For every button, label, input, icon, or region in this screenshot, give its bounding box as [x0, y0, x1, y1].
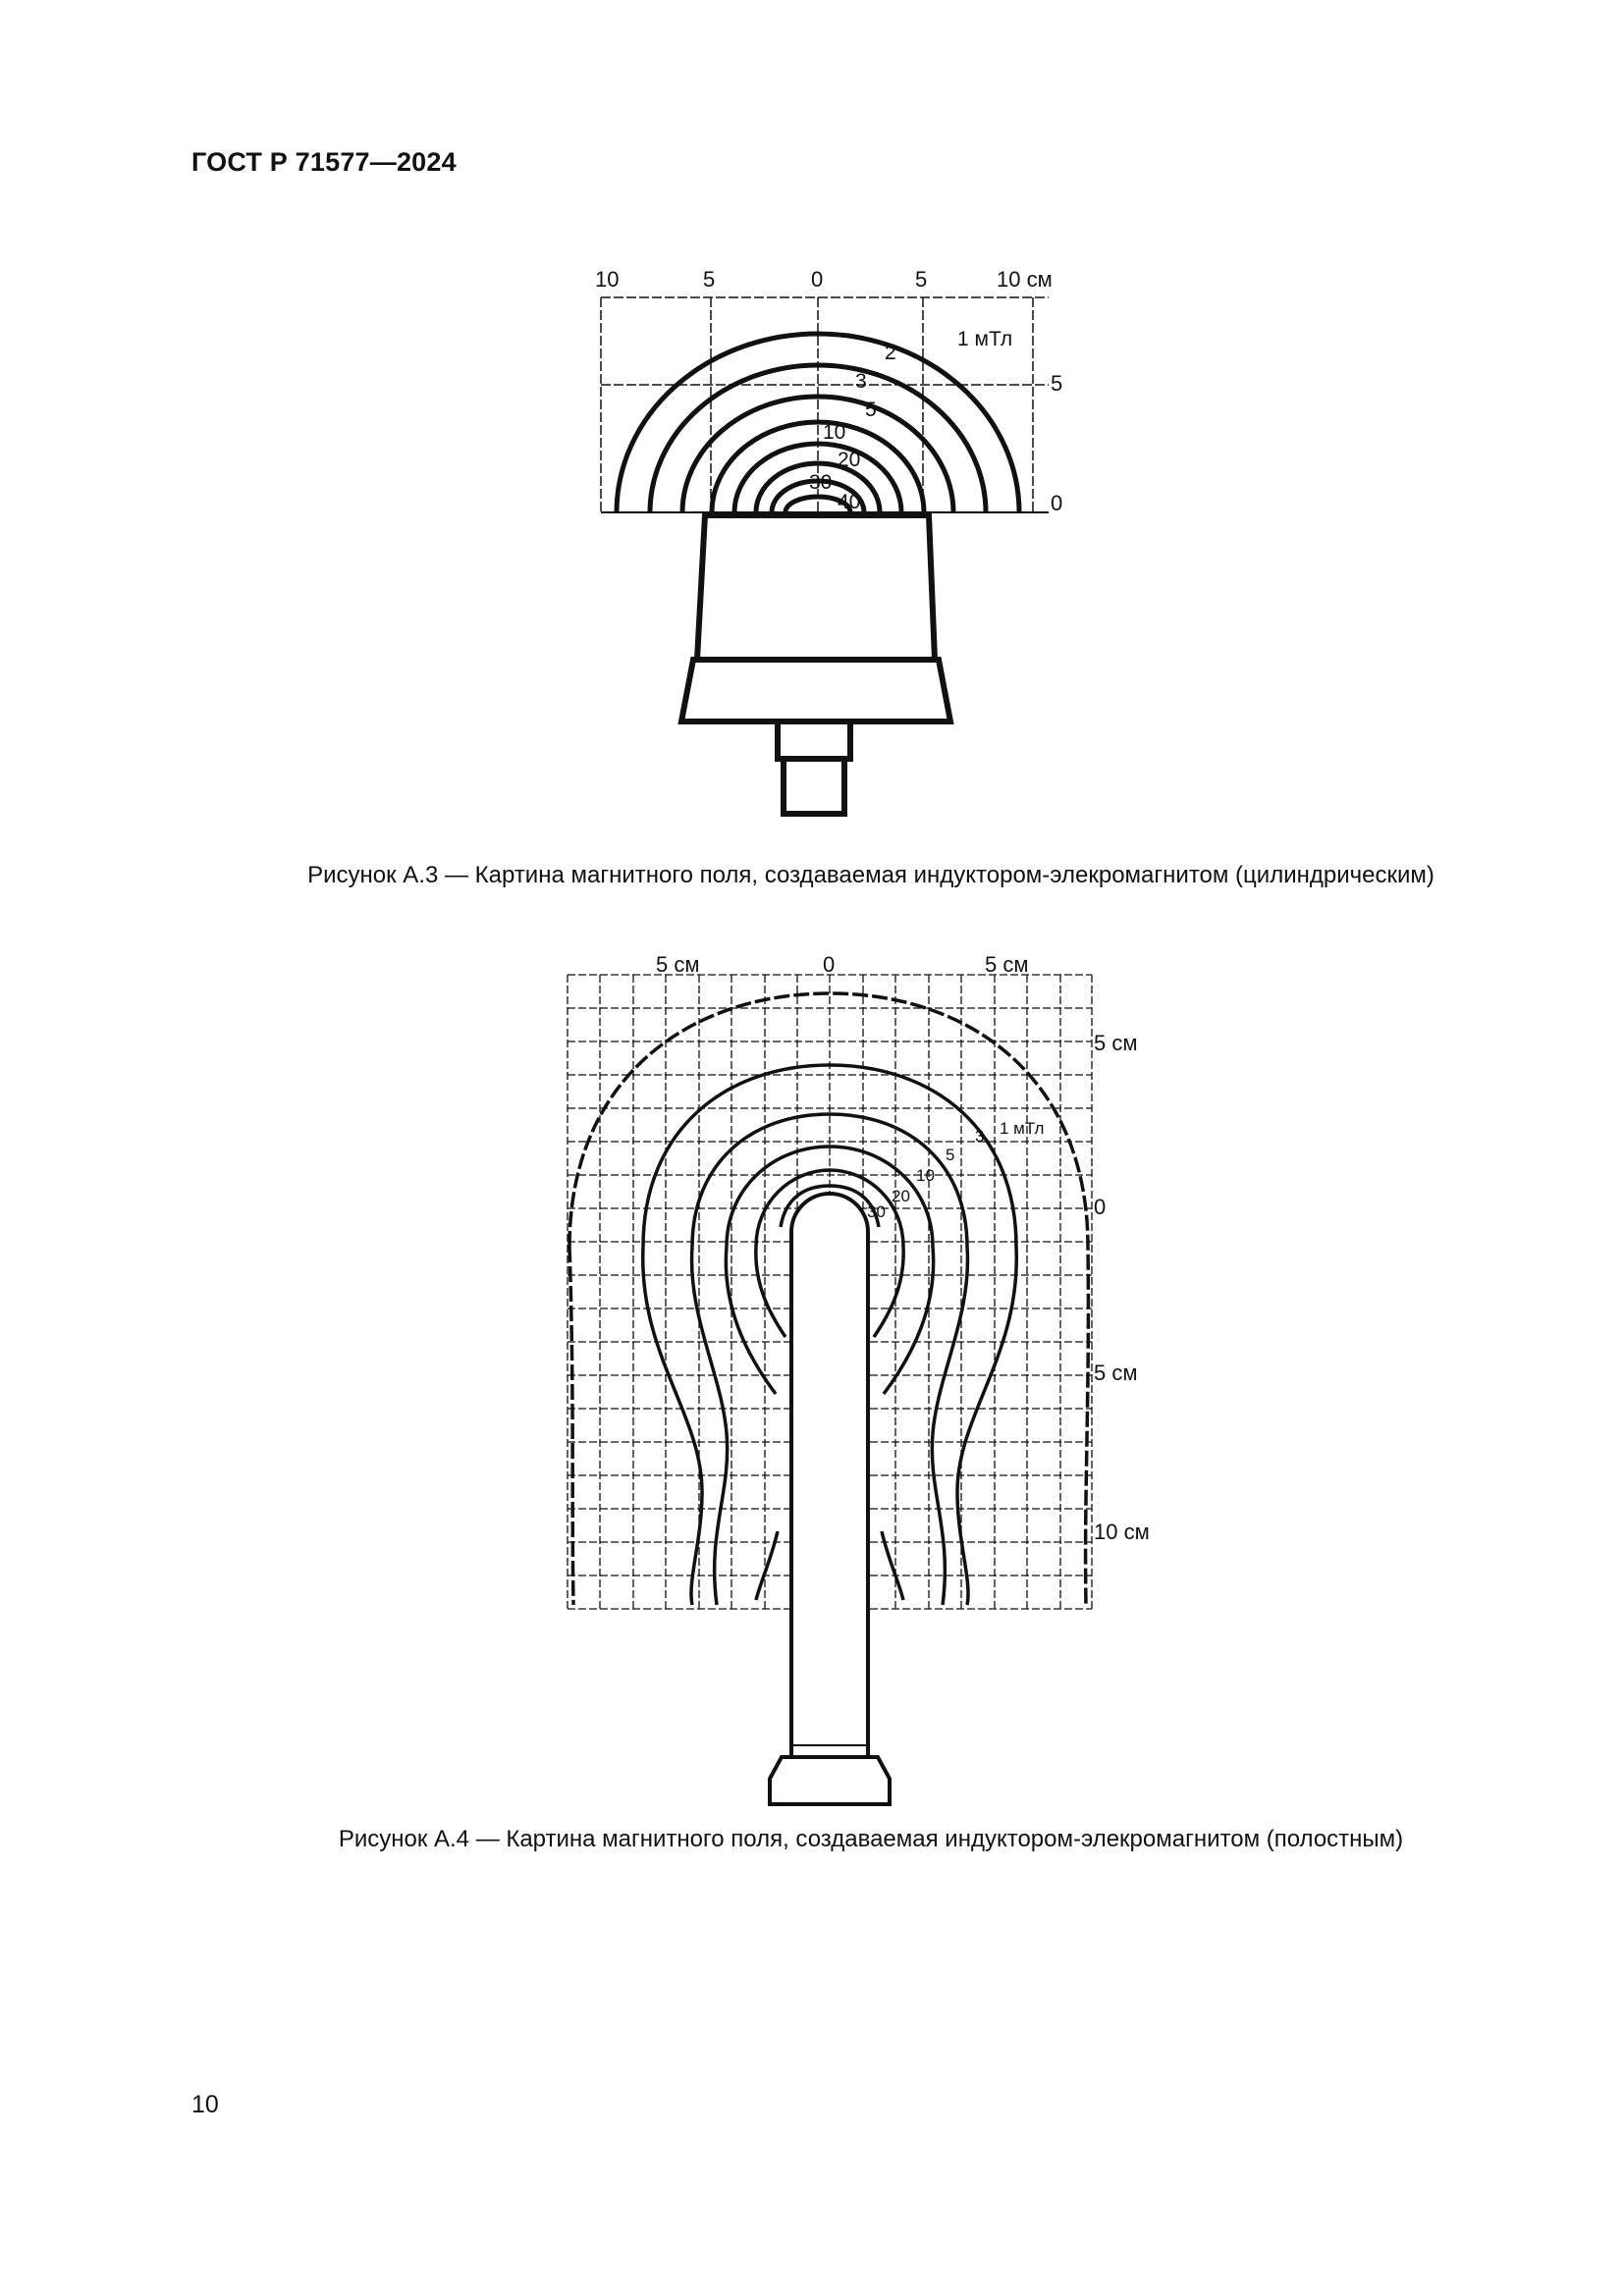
a3-right-tick-2: 0 — [1051, 491, 1063, 515]
a3-contour-label-5: 10 — [823, 421, 846, 444]
figure-a3-inductor — [681, 515, 950, 814]
a4-right-tick-4: 10 см — [1094, 1520, 1150, 1544]
a3-right-tick-1: 5 — [1051, 371, 1063, 396]
a4-top-tick-1: 5 см — [656, 952, 700, 977]
figure-a3-caption: Рисунок А.3 — Картина магнитного поля, создаваемая индуктором-элекромагнитом (цилиндрическим) — [307, 862, 1435, 888]
a4-right-tick-1: 5 см — [1094, 1031, 1138, 1055]
a4-contour-label-3: 5 — [946, 1146, 955, 1164]
a4-contour-label-6: 30 — [867, 1202, 886, 1221]
a4-right-tick-3: 5 см — [1094, 1361, 1138, 1385]
figure-a4-caption: Рисунок А.4 — Картина магнитного поля, создаваемая индуктором-элекромагнитом (полостным) — [338, 1826, 1404, 1852]
a3-top-tick-3: 0 — [811, 267, 824, 292]
a3-top-tick-2: 5 — [703, 267, 716, 292]
a3-top-tick-5: 10 см — [997, 267, 1053, 292]
page-number: 10 — [191, 2091, 219, 2118]
a4-top-tick-3: 5 см — [985, 952, 1029, 977]
figure-a4-inductor — [770, 1194, 890, 1804]
a3-contour-label-6: 20 — [838, 449, 861, 471]
a3-contour-label-3: 3 — [855, 370, 867, 393]
a4-right-tick-2: 0 — [1094, 1195, 1107, 1219]
a3-contour-label-1: 1 мТл — [957, 328, 1013, 350]
a4-contour-label-4: 10 — [916, 1166, 935, 1185]
a3-contour-label-7: 30 — [809, 471, 833, 494]
figure-a3 — [595, 267, 1062, 814]
a3-top-tick-4: 5 — [915, 267, 928, 292]
a4-contour-label-2: 3 — [975, 1127, 985, 1146]
a3-top-tick-1: 10 — [595, 267, 620, 292]
a4-contour-label-1: 1 мТл — [1000, 1119, 1045, 1138]
a4-top-tick-2: 0 — [823, 952, 836, 977]
a3-contour-label-4: 5 — [865, 399, 877, 421]
a3-contour-label-8: 40 — [838, 491, 861, 513]
a3-contour-label-2: 2 — [885, 342, 896, 364]
a4-contour-label-5: 20 — [892, 1187, 910, 1205]
document-header: ГОСТ Р 71577—2024 — [191, 147, 457, 177]
figure-a4 — [568, 952, 1150, 1804]
